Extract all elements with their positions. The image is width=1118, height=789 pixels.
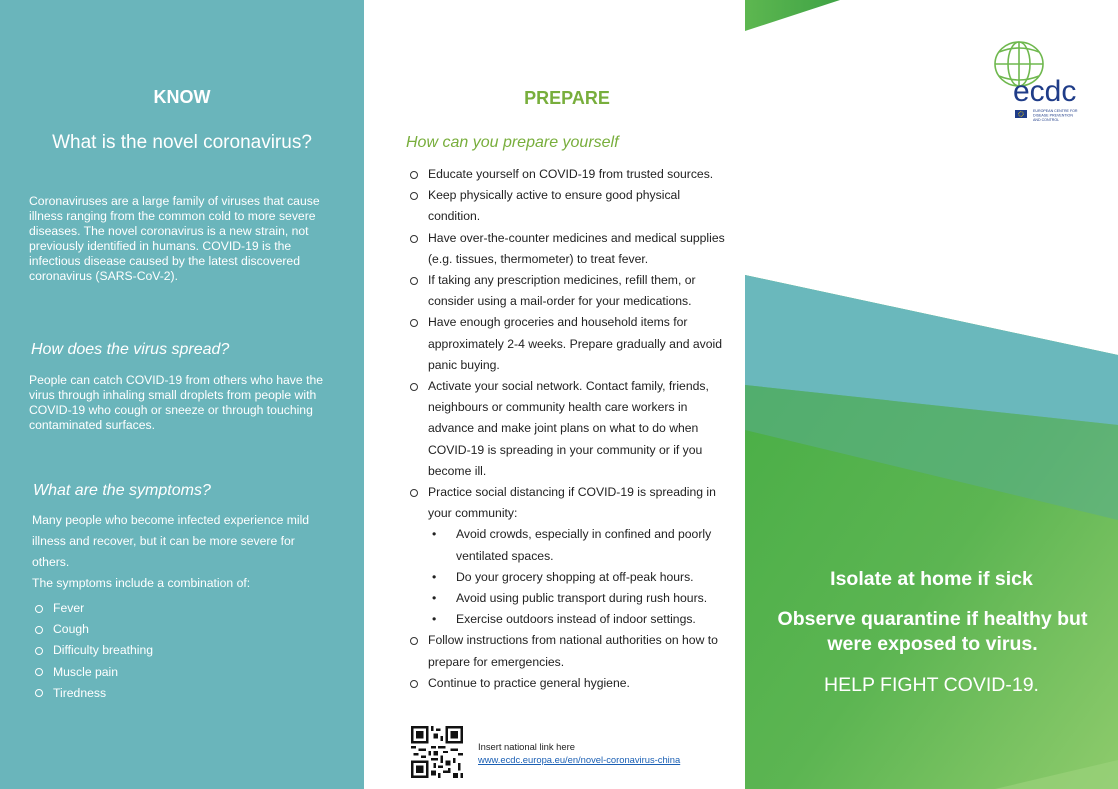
svg-text:ecdc: ecdc xyxy=(1013,75,1077,108)
sub-item: • Avoid using public transport during rush hours. xyxy=(428,588,725,609)
symptoms-text: Many people who become infected experience mild illness and recover, but it can be more severe for others. xyxy=(32,513,310,569)
qr-code-icon[interactable] xyxy=(411,726,463,778)
bullet-dot: • xyxy=(432,612,437,627)
symptom-item: Cough xyxy=(35,619,153,640)
quarantine-text: Observe quarantine if healthy but were exposed to virus. xyxy=(777,608,1088,655)
prepare-item: Activate your social network. Contact family, friends, neighbours or community health care workers in advance and make joint plans on what to do when COVID-19 is spreading in your community or if you become ill. xyxy=(410,376,725,482)
ecdc-link[interactable]: www.ecdc.europa.eu/en/novel-coronavirus-china xyxy=(478,754,681,765)
prepare-item: If taking any prescription medicines, refill them, or consider using a mail-order for your medications. xyxy=(410,270,725,312)
cover-panel xyxy=(745,0,1118,789)
isolate-text: Isolate at home if sick xyxy=(830,568,1033,590)
prepare-item: Practice social distancing if COVID-19 is spreading in your community: • Avoid crowds, especially in confined and poorly ventilated spaces. • Do your grocery shopping at off-peak hours. • Avoid using public transport during rush hours. • Exercise outdoors instead of indoor settings. xyxy=(410,482,725,630)
prepare-item: Have over-the-counter medicines and medical supplies (e.g. tissues, thermometer) to treat fever. xyxy=(410,228,725,270)
prepare-list xyxy=(410,164,725,694)
circle-bullet-icon xyxy=(35,626,43,634)
ecdc-logo xyxy=(991,38,1103,124)
circle-bullet-icon xyxy=(410,319,418,327)
bullet-dot: • xyxy=(432,569,437,584)
symptom-item: Difficulty breathing xyxy=(35,640,153,661)
symptoms-intro: The symptoms include a combination of: xyxy=(32,576,251,590)
symptom-item: Muscle pain xyxy=(35,662,153,683)
svg-text:AND CONTROL: AND CONTROL xyxy=(1033,118,1060,122)
circle-bullet-icon xyxy=(35,689,43,697)
prepare-question: How can you prepare yourself xyxy=(406,134,619,151)
symptoms-block xyxy=(32,510,332,594)
symptoms-list xyxy=(35,598,153,704)
prepare-item: Keep physically active to ensure good physical condition. xyxy=(410,185,725,227)
circle-bullet-icon xyxy=(410,680,418,688)
national-link-label: Insert national link here xyxy=(478,741,575,752)
know-heading: KNOW xyxy=(153,87,211,107)
svg-text:DISEASE PREVENTION: DISEASE PREVENTION xyxy=(1033,113,1073,118)
symptom-item: Fever xyxy=(35,598,153,619)
sub-item: • Avoid crowds, especially in confined and poorly ventilated spaces. xyxy=(428,524,725,566)
prepare-item: Follow instructions from national authorities on how to prepare for emergencies. xyxy=(410,630,725,672)
national-link-block xyxy=(478,740,680,766)
symptoms-question: What are the symptoms? xyxy=(33,482,211,499)
sub-item: • Do your grocery shopping at off-peak hours. xyxy=(428,567,725,588)
circle-bullet-icon xyxy=(35,605,43,613)
prepare-item: Continue to practice general hygiene. xyxy=(410,673,725,694)
circle-bullet-icon xyxy=(35,647,43,655)
symptom-item: Tiredness xyxy=(35,683,153,704)
circle-bullet-icon xyxy=(410,171,418,179)
spread-question: How does the virus spread? xyxy=(31,341,230,358)
prepare-item: Have enough groceries and household items for approximately 2-4 weeks. Prepare gradually and avoid panic buying. xyxy=(410,312,725,376)
know-panel xyxy=(0,0,364,789)
circle-bullet-icon xyxy=(410,637,418,645)
prepare-panel xyxy=(364,0,745,789)
circle-bullet-icon xyxy=(410,383,418,391)
prepare-heading: PREPARE xyxy=(524,88,610,108)
circle-bullet-icon xyxy=(410,489,418,497)
know-subheading: What is the novel coronavirus? xyxy=(52,132,312,153)
distancing-sublist xyxy=(428,524,725,630)
bullet-dot: • xyxy=(432,527,437,542)
circle-bullet-icon xyxy=(410,277,418,285)
prepare-item: Educate yourself on COVID-19 from trusted sources. xyxy=(410,164,725,185)
know-intro-text: Coronaviruses are a large family of viruses that cause illness ranging from the common cold to more severe diseases. The novel coronavirus is a new strain, not previously identified in humans. COVID-19 is the infectious disease caused by the latest discovered coronavirus (SARS-CoV-2). xyxy=(29,194,320,283)
top-stripe xyxy=(745,0,840,31)
circle-bullet-icon xyxy=(410,235,418,243)
circle-bullet-icon xyxy=(35,668,43,676)
spread-text: People can catch COVID-19 from others who have the virus through inhaling small droplets from people with COVID-19 who cough or sneeze or through touching contaminated surfaces. xyxy=(29,373,324,432)
sub-item: • Exercise outdoors instead of indoor settings. xyxy=(428,609,725,630)
help-fight-text: HELP FIGHT COVID-19. xyxy=(824,674,1039,696)
circle-bullet-icon xyxy=(410,192,418,200)
svg-text:EUROPEAN CENTRE FOR: EUROPEAN CENTRE FOR xyxy=(1033,109,1078,113)
bullet-dot: • xyxy=(432,591,437,606)
